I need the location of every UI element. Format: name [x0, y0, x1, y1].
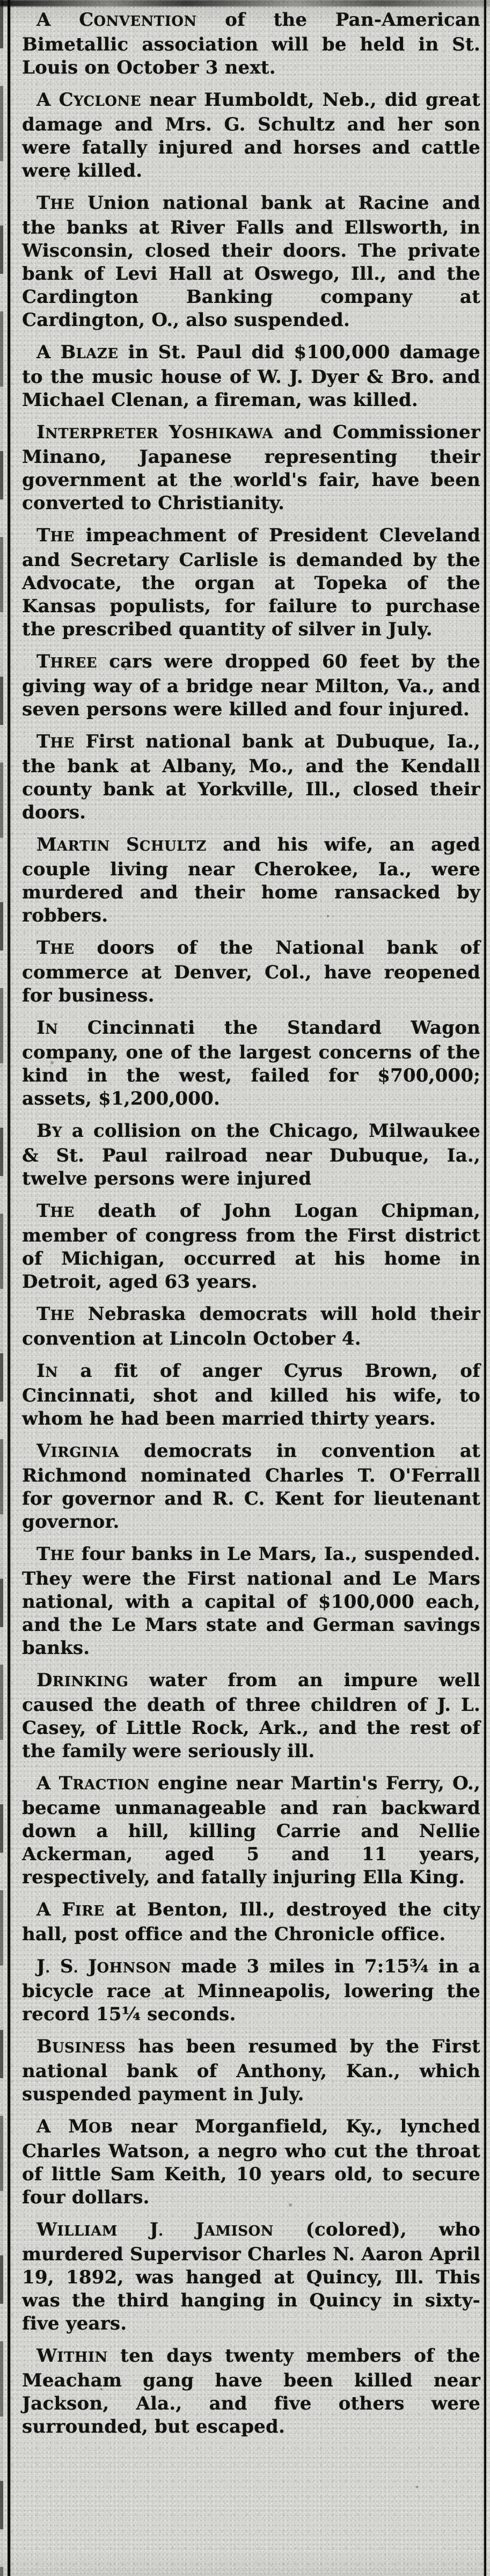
item-text: near Morganfield, Ky., lynched Charles Watson, a negro who cut the throat of little Sam Keith, 10 years old, to secure four dollars.: [22, 2116, 480, 2208]
item-lead: THREE: [36, 651, 98, 672]
item-text: Nebraska democrats will hold their convention at Lincoln October 4.: [22, 1303, 480, 1349]
news-item: [22, 1440, 480, 1534]
item-lead: THE: [36, 1543, 75, 1565]
news-item: [22, 650, 480, 721]
item-text: water from an impure well caused the death of three children of J. L. Casey, of Little Rock, Ark., and the rest of the family were seriously ill.: [22, 1670, 480, 1762]
item-text: a fit of anger Cyrus Brown, of Cincinnati, shot and killed his wife, to whom he had been married thirty years.: [22, 1360, 480, 1430]
column-rule-left: [8, 0, 10, 2576]
news-item: [22, 1303, 480, 1351]
item-lead: A MOB: [36, 2116, 113, 2137]
column-rule-right: [484, 0, 486, 2576]
item-text: death of John Logan Chipman, member of congress from the First district of Michigan, occurred at his home in Detroit, aged 63 years.: [22, 1200, 480, 1293]
item-lead: MARTIN SCHULTZ: [36, 834, 207, 855]
news-item: [22, 1955, 480, 2026]
news-item: [22, 1898, 480, 1946]
item-text: Cincinnati the Standard Wagon company, one of the largest concerns of the kind in the west, failed for $700,000; assets, $1,200,000.: [22, 1017, 480, 1109]
item-lead: IN: [36, 1360, 58, 1382]
item-text: doors of the National bank of commerce at Denver, Col., have reopened for business.: [22, 937, 480, 1006]
news-item: [22, 524, 480, 641]
item-lead: A BLAZE: [36, 342, 119, 363]
item-text: (colored), who murdered Supervisor Charles N. Aaron April 19, 1892, was hanged at Quincy, Ill. This was the third hanging in Quincy in sixty-five years.: [22, 2219, 480, 2334]
item-text: Union national bank at Racine and the banks at River Falls and Ellsworth, in Wisconsin, closed their doors. The private bank of Levi Hall at Oswego, Ill., and the Cardington Banking company at Cardington, O., also suspended.: [22, 192, 480, 331]
item-text: First national bank at Dubuque, Ia., the bank at Albany, Mo., and the Kendall county bank at Yorkville, Ill., closed their doors.: [22, 731, 480, 823]
news-item: [22, 1120, 480, 1191]
news-item: [22, 341, 480, 412]
news-item: [22, 9, 480, 79]
item-text: democrats in convention at Richmond nominated Charles T. O'Ferrall for governor and R. C. Kent for lieutenant governor.: [22, 1440, 480, 1533]
item-lead: INTERPRETER YOSHIKAWA: [36, 422, 274, 443]
item-text: near Humboldt, Neb., did great damage and Mrs. G. Schultz and her son were fatally injured and horses and cattle were killed.: [22, 89, 480, 182]
item-text: and Commissioner Minano, Japanese representing their government at the world's fair, have been converted to Christianity.: [22, 422, 480, 514]
news-item: [22, 1017, 480, 1111]
news-item: [22, 2115, 480, 2209]
item-lead: THE: [36, 525, 75, 546]
item-text: made 3 miles in 7:15¾ in a bicycle race at Minneapolis, lowering the record 15¼ seconds.: [22, 1956, 480, 2025]
ink-specks: [0, 0, 1, 1]
item-lead: A CONVENTION: [36, 9, 197, 31]
item-lead: VIRGINIA: [36, 1440, 120, 1462]
item-lead: BY: [36, 1120, 62, 1142]
item-text: of the Pan-American Bimetallic association will be held in St. Louis on October 3 next.: [22, 9, 481, 78]
news-item: [22, 421, 480, 515]
item-lead: J. S. JOHNSON: [36, 1956, 172, 1977]
news-item: [22, 833, 480, 927]
item-lead: A TRACTION: [36, 1773, 150, 1794]
news-column: [22, 9, 480, 2448]
item-lead: WITHIN: [36, 2345, 108, 2367]
news-item: [22, 2035, 480, 2106]
news-item: [22, 192, 480, 332]
item-text: has been resumed by the First national bank of Anthony, Kan., which suspended payment in July.: [22, 2036, 480, 2105]
scan-edge-left-margin: [0, 0, 3, 2576]
item-lead: THE: [36, 1303, 75, 1325]
item-lead: DRINKING: [36, 1670, 129, 1691]
item-text: cars were dropped 60 feet by the giving way of a bridge near Milton, Va., and seven persons were killed and four injured.: [22, 651, 480, 720]
news-item: [22, 1200, 480, 1294]
item-text: and his wife, an aged couple living near Cherokee, Ia., were murdered and their home ransacked by robbers.: [22, 834, 480, 926]
item-text: a collision on the Chicago, Milwaukee & St. Paul railroad near Dubuque, Ia., twelve persons were injured: [22, 1120, 480, 1189]
news-item: [22, 730, 480, 824]
item-text: in St. Paul did $100,000 damage to the music house of W. J. Dyer & Bro. and Michael Clenan, a fireman, was killed.: [22, 342, 480, 411]
scan-edge-smudge-top: [0, 0, 490, 6]
item-lead: THE: [36, 192, 75, 214]
news-item: [22, 89, 480, 183]
item-lead: A CYCLONE: [36, 89, 142, 111]
item-lead: BUSINESS: [36, 2036, 126, 2057]
item-text: at Benton, Ill., destroyed the city hall, post office and the Chronicle office.: [22, 1899, 480, 1945]
news-item: [22, 1669, 480, 1763]
news-item: [22, 1360, 480, 1431]
item-text: ten days twenty members of the Meacham gang have been killed near Jackson, Ala., and five others were surrounded, but escaped.: [22, 2345, 480, 2437]
item-text: four banks in Le Mars, Ia., suspended. They were the First national and Le Mars national, with a capital of $100,000 each, and the Le Mars state and German savings banks.: [22, 1543, 480, 1659]
news-item: [22, 2345, 480, 2439]
news-item: [22, 1543, 480, 1660]
item-lead: A FIRE: [36, 1899, 105, 1920]
item-text: engine near Martin's Ferry, O., became unmanageable and ran backward down a hill, killing Carrie and Nellie Ackerman, aged 5 and 11 years, respectively, and fatally injuring Ella King.: [22, 1773, 480, 1888]
news-item: [22, 937, 480, 1007]
item-lead: THE: [36, 731, 75, 752]
news-item: [22, 1772, 480, 1889]
item-text: impeachment of President Cleveland and Secretary Carlisle is demanded by the Advocate, the organ at Topeka of the Kansas populists, for failure to purchase the prescribed quantity of silver in July.: [22, 525, 480, 640]
news-item: [22, 2218, 480, 2335]
item-lead: IN: [36, 1017, 58, 1039]
item-lead: THE: [36, 1200, 75, 1222]
item-lead: WILLIAM J. JAMISON: [36, 2219, 274, 2240]
item-lead: THE: [36, 937, 75, 959]
